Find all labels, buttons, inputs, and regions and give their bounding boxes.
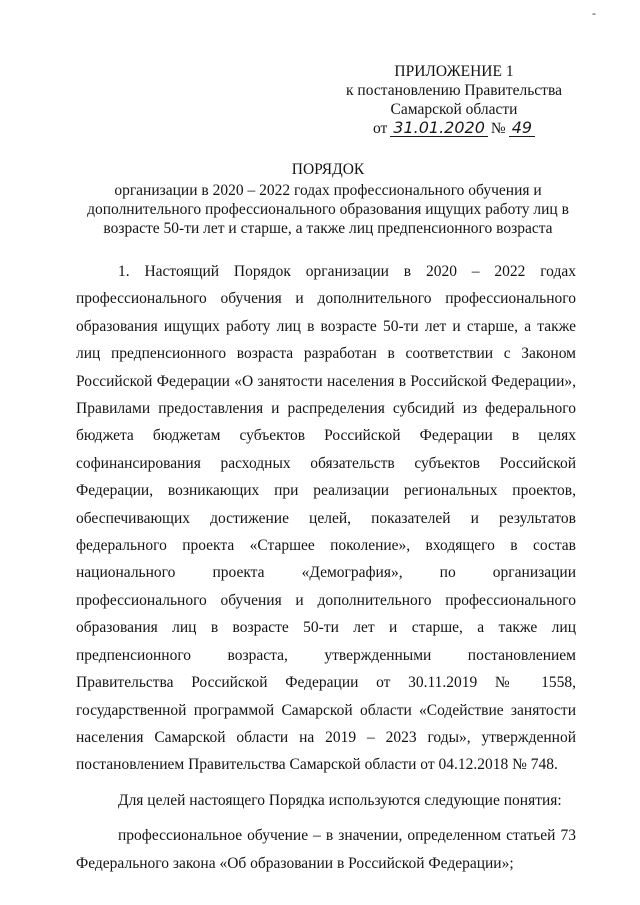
date-prefix: от	[372, 120, 388, 137]
appendix-date-line	[334, 119, 574, 138]
document-body	[76, 258, 576, 877]
title-line: дополнительного профессионального образования ищущих работу лиц в	[87, 201, 569, 218]
title-line: организации в 2020 – 2022 годах профессионального обучения и	[114, 182, 542, 199]
number-prefix: №	[490, 120, 506, 137]
handwritten-number: 49	[509, 119, 535, 137]
document-heading: ПОРЯДОК	[291, 161, 365, 178]
appendix-header	[334, 62, 574, 138]
appendix-title: ПРИЛОЖЕНИЕ 1	[394, 63, 514, 80]
paragraph-2: Для целей настоящего Порядка используются следующие понятия:	[118, 791, 562, 809]
paragraph-3: профессиональное обучение – в значении, определенном статьей 73 Федерального закона «Об образовании в Российской Федерации»;	[76, 827, 576, 872]
document-title-block	[58, 160, 598, 238]
corner-mark: -	[592, 6, 596, 20]
handwritten-date: 31.01.2020	[390, 119, 488, 137]
paragraph-1: 1. Настоящий Порядок организации в 2020 – 2022 годах профессионального обучения и дополнительного профессионального образования ищущих работу лиц в возрасте 50-ти лет и старше, а также лиц предпенсионного возраста разработан в соответствии с Законом Российской Федерации «О занятости населения в Российской Федерации», Правилами предоставления и распределения субсидий из федерального бюджета бюджетам субъектов Российской Федерации в целях софинансирования расходных обязательств субъектов Российской Федерации, возникающих при реализации региональных проектов, обеспечивающих достижение целей, показателей и результатов федерального проекта «Старшее поколение», входящего в состав национального проекта «Демография», по организации профессионального обучения и дополнительного профессионального образования лиц в возрасте 50-ти лет и старше, а также лиц предпенсионного возраста, утвержденными постановлением Правительства Российской Федерации от 30.11.2019 № 1558, государственной программой Самарской области «Содействие занятости населения Самарской области на 2019 – 2023 годы», утвержденной постановлением Правительства Самарской области от 04.12.2018 № 748.	[76, 263, 576, 774]
appendix-reference: к постановлению Правительства	[346, 82, 562, 99]
title-line: возрасте 50-ти лет и старше, а также лиц предпенсионного возраста	[103, 220, 553, 237]
appendix-region: Самарской области	[390, 101, 518, 118]
